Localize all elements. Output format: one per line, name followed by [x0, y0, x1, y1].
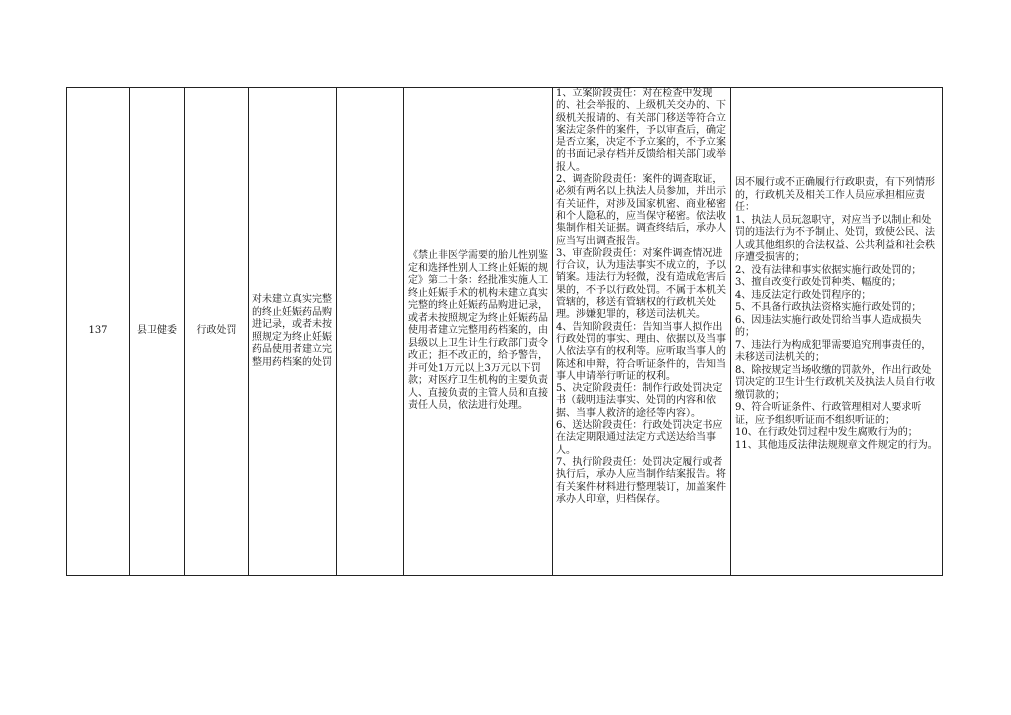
liability-item: 3、擅自改变行政处罚种类、幅度的；: [735, 277, 902, 288]
liability-item: 2、没有法律和事实依据实施行政处罚的；: [735, 264, 922, 276]
liability-item: 4、违反法定行政处罚程序的；: [735, 289, 872, 301]
responsibility-step: 5、决定阶段责任：制作行政处罚决定书（载明违法事实、处罚的内容和依据、当事人救济的途径等内容）。: [556, 383, 723, 419]
item-number: 137: [67, 88, 130, 576]
liability-item: 5、不具备行政执法资格实施行政处罚的；: [735, 302, 922, 313]
responsibility-list: [553, 88, 731, 576]
responsibility-step: 2、调查阶段责任：案件的调查取证，必须有两名以上执法人员参加，并出示有关证件，对涉及国家机密、商业秘密和个人隐私的，应当保守秘密。依法收集制作相关证据。调查终结后，承办人应当写出调查报告。: [556, 174, 726, 247]
liability-item: 9、符合听证条件、行政管理相对人要求听证，应予组织听证而不组织听证的；: [735, 402, 922, 426]
liability-intro: 因不履行或不正确履行行政职责，有下列情形的，行政机关及相关工作人员应承担相应责任：: [735, 177, 935, 213]
authority-list-table: [66, 87, 943, 576]
implementing-unit: 县卫健委: [130, 88, 185, 576]
liability-item: 8、除按规定当场收缴的罚款外，作出行政处罚决定的卫生计生行政机关及执法人员自行收缴罚款的；: [735, 364, 935, 401]
liability-list: [731, 88, 943, 576]
legal-basis: 《禁止非医学需要的胎儿性别鉴定和选择性别人工终止妊娠的规定》第二十条：经批准实施人工终止妊娠手术的机构未建立真实完整的终止妊娠药品购进记录，或者未按照规定为终止妊娠药品使用者建立完整用药档案的，由县级以上卫生计生行政部门责令改正；拒不改正的，给予警告，并可处1万元以上3万元以下罚款；对医疗卫生机构的主要负责人、直接负责的主管人员和直接责任人员，依法进行处理。: [404, 88, 553, 576]
authority-subitem: [337, 88, 404, 576]
liability-item: 7、违法行为构成犯罪需要追究刑事责任的，未移送司法机关的；: [735, 339, 932, 363]
table-row: [67, 88, 943, 576]
authority-type: 行政处罚: [185, 88, 249, 576]
responsibility-step: 1、立案阶段责任：对在检查中发现的、社会举报的、上级机关交办的、下级机关报请的、有关部门移送等符合立案法定条件的案件，予以审查后，确定是否立案，决定不予立案的，不予立案的书面记录存档并反馈给相关部门或举报人。: [556, 88, 726, 173]
responsibility-step: 4、告知阶段责任：告知当事人拟作出行政处罚的事实、理由、依据以及当事人依法享有的权利等。应听取当事人的陈述和申辩，符合听证条件的，告知当事人申请举行听证的权利。: [556, 321, 726, 382]
responsibility-step: 3、审查阶段责任：对案件调查情况进行合议，认为违法事实不成立的，予以销案。违法行为轻微，没有造成危害后果的，不予以行政处罚。不属于本机关管辖的，移送有管辖权的行政机关处理。涉嫌犯罪的，移送司法机关。: [556, 247, 726, 321]
authority-item-name: 对未建立真实完整的终止妊娠药品购进记录，或者未按照规定为终止妊娠药品使用者建立完整用药档案的处罚: [249, 88, 337, 576]
responsibility-step: 6、送达阶段责任：行政处罚决定书应在法定期限通过法定方式送达给当事人。: [556, 420, 723, 456]
responsibility-step: 7、执行阶段责任：处罚决定履行或者执行后，承办人应当制作结案报告。将有关案件材料进行整理装订，加盖案件承办人印章，归档保存。: [556, 456, 726, 505]
liability-item: 1、执法人员玩忽职守，对应当予以制止和处罚的违法行为不予制止、处罚，致使公民、法人或其他组织的合法权益、公共利益和社会秩序遭受损害的；: [735, 214, 935, 263]
liability-item: 6、因违法实施行政处罚给当事人造成损失的；: [735, 314, 922, 338]
liability-item: 10、在行政处罚过程中发生腐败行为的；: [735, 427, 918, 438]
liability-item: 11、其他违反法律法规规章文件规定的行为。: [735, 439, 938, 451]
